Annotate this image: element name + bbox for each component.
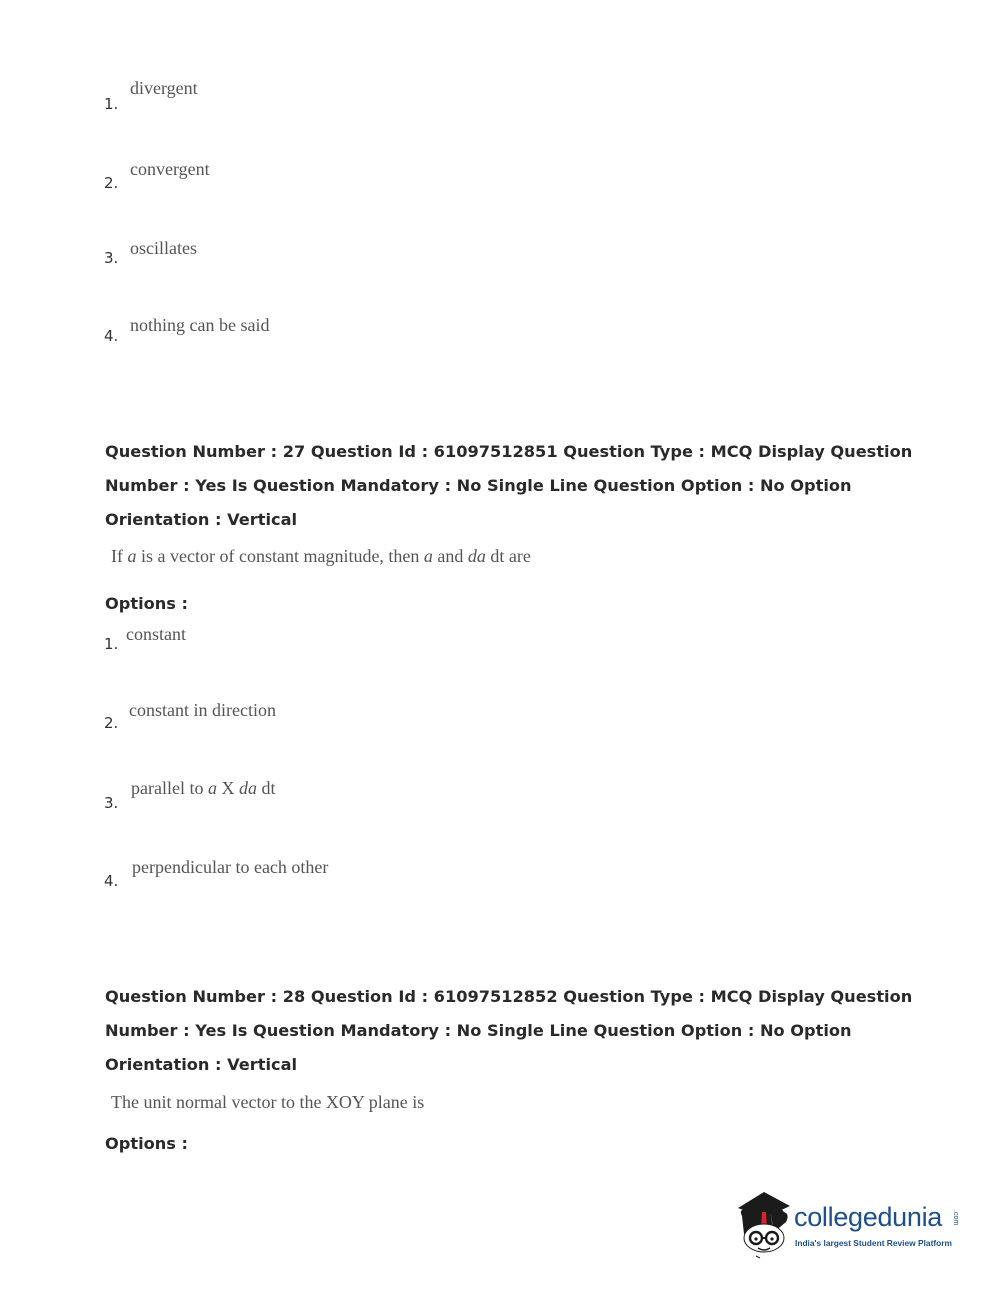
meta-line: Orientation : Vertical	[105, 1055, 298, 1074]
meta-line: Question Number : 27 Question Id : 61097512851 Question Type : MCQ Display Question	[105, 442, 913, 461]
option-number: 1.	[104, 635, 119, 653]
question-28-options-label: Options :	[105, 1134, 189, 1153]
question-28-meta	[105, 980, 913, 1082]
prev-option-1	[104, 78, 704, 118]
option-text: convergent	[130, 159, 210, 179]
option-number: 2.	[104, 174, 119, 192]
option-number: 1.	[104, 95, 119, 113]
meta-line: Orientation : Vertical	[105, 510, 298, 529]
meta-line: Question Number : 28 Question Id : 61097512852 Question Type : MCQ Display Question	[105, 987, 913, 1006]
logo-com: .com	[952, 1210, 959, 1226]
prev-option-4	[104, 315, 704, 355]
logo-wordmark: collegedunia	[794, 1202, 943, 1232]
q27-option-3	[104, 778, 704, 818]
q27-option-2	[104, 700, 704, 740]
mascot-icon	[734, 1188, 794, 1260]
q27-option-4	[104, 857, 704, 897]
prev-option-3	[104, 238, 704, 278]
option-text: oscillates	[130, 238, 197, 258]
question-27-meta	[105, 435, 913, 537]
option-number: 2.	[104, 714, 119, 732]
option-number: 3.	[104, 794, 119, 812]
collegedunia-logo	[734, 1188, 964, 1260]
option-text: divergent	[130, 78, 198, 98]
question-27-text: If a is a vector of constant magnitude, then a and da dt are	[111, 546, 531, 566]
option-number: 4.	[104, 872, 119, 890]
question-28-text: The unit normal vector to the XOY plane is	[111, 1092, 425, 1112]
option-text: perpendicular to each other	[132, 857, 329, 877]
logo-tagline: India's largest Student Review Platform	[795, 1238, 952, 1248]
option-number: 3.	[104, 249, 119, 267]
option-text: constant	[126, 624, 186, 644]
question-27-options-label: Options :	[105, 594, 189, 613]
prev-option-2	[104, 159, 704, 199]
meta-line: Number : Yes Is Question Mandatory : No Single Line Question Option : No Option	[105, 1021, 852, 1040]
meta-line: Number : Yes Is Question Mandatory : No Single Line Question Option : No Option	[105, 476, 852, 495]
option-number: 4.	[104, 327, 119, 345]
option-text: constant in direction	[129, 700, 276, 720]
option-text: nothing can be said	[130, 315, 270, 335]
q27-option-1	[104, 624, 704, 664]
option-text: parallel to a X da dt	[131, 778, 276, 798]
